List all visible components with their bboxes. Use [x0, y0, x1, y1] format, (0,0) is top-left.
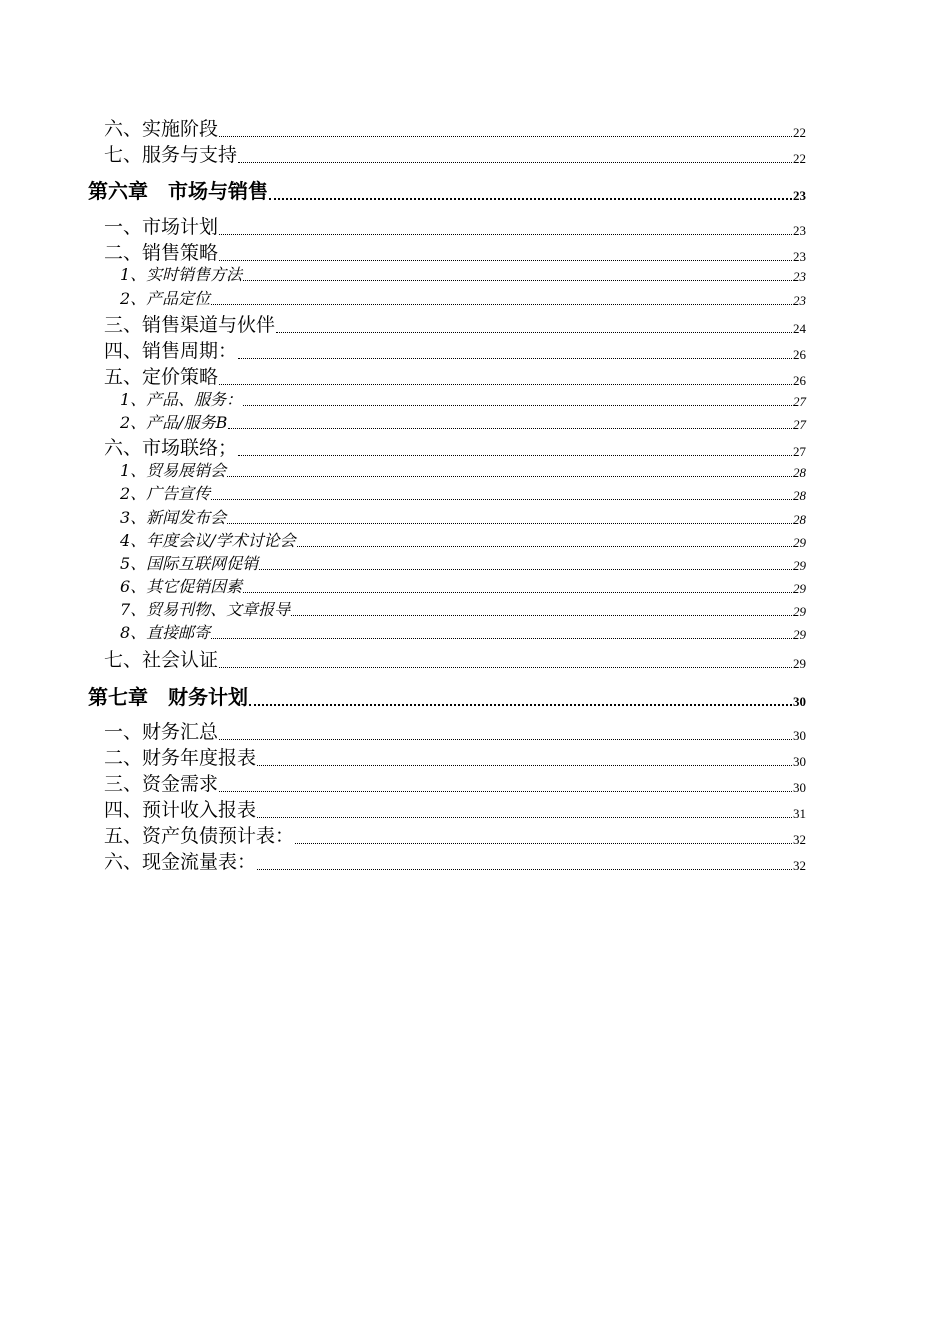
toc-entry-title: 六、实施阶段	[104, 118, 219, 140]
toc-entry-page-number: 32	[793, 858, 806, 873]
toc-entry[interactable]	[104, 743, 806, 770]
toc-entry-title: 二、销售策略	[104, 242, 219, 264]
dot-leader	[243, 591, 792, 593]
toc-entry-title: 4、年度会议/学术讨论会	[120, 531, 296, 550]
toc-entry-title: 8、直接邮寄	[120, 623, 211, 642]
toc-entry-page-number: 28	[793, 488, 806, 503]
toc-entry-page-number: 29	[793, 558, 806, 573]
dot-leader	[269, 197, 792, 200]
toc-entry-title: 1、实时销售方法	[120, 265, 243, 284]
toc-entry[interactable]	[120, 620, 806, 643]
toc-entry[interactable]	[120, 551, 806, 574]
dot-leader	[238, 357, 792, 359]
toc-entry[interactable]	[120, 505, 806, 528]
toc-entry[interactable]	[104, 645, 806, 672]
toc-entry-title: 一、财务汇总	[104, 721, 219, 743]
toc-entry-page-number: 28	[793, 465, 806, 480]
toc-entry-title: 六、现金流量表：	[104, 851, 257, 873]
toc-entry-title: 7、贸易刊物、文章报导	[120, 600, 291, 619]
dot-leader	[211, 498, 792, 500]
toc-entry-page-number: 26	[793, 347, 806, 362]
toc-entry-title: 五、定价策略	[104, 366, 219, 388]
dot-leader	[257, 816, 792, 818]
dot-leader	[228, 427, 792, 429]
toc-entry-title: 三、资金需求	[104, 773, 219, 795]
dot-leader	[243, 404, 792, 406]
toc-entry-title: 1、贸易展销会	[120, 461, 227, 480]
toc-chapter-entry[interactable]	[88, 175, 806, 204]
toc-entry-page-number: 31	[793, 806, 806, 821]
toc-entry-page-number: 29	[793, 535, 806, 550]
toc-entry[interactable]	[120, 458, 806, 481]
toc-entry[interactable]	[104, 717, 806, 744]
toc-entry[interactable]	[104, 433, 806, 460]
toc-entry-title: 2、产品/服务B	[120, 413, 228, 432]
dot-leader	[211, 637, 792, 639]
dot-leader	[297, 545, 792, 547]
dot-leader	[238, 161, 792, 163]
toc-entry-page-number: 23	[793, 249, 806, 264]
toc-entry[interactable]	[120, 597, 806, 620]
toc-chapter-entry[interactable]	[88, 681, 806, 710]
toc-entry-page-number: 27	[793, 394, 806, 409]
toc-entry[interactable]	[104, 336, 806, 363]
toc-entry-page-number: 26	[793, 373, 806, 388]
dot-leader	[243, 279, 792, 281]
dot-leader	[227, 475, 792, 477]
toc-entry-title: 2、广告宣传	[120, 484, 211, 503]
dot-leader	[219, 666, 792, 668]
toc-entry-page-number: 24	[793, 321, 806, 336]
toc-entry-title: 一、市场计划	[104, 216, 219, 238]
toc-entry-title: 二、财务年度报表	[104, 747, 257, 769]
toc-entry[interactable]	[120, 528, 806, 551]
toc-entry-page-number: 30	[793, 728, 806, 743]
toc-entry[interactable]	[104, 114, 806, 141]
toc-entry-title: 6、其它促销因素	[120, 577, 243, 596]
toc-entry-page-number: 27	[793, 444, 806, 459]
toc-entry-page-number: 22	[793, 125, 806, 140]
toc-entry-title: 五、资产负债预计表：	[104, 825, 295, 847]
toc-entry-page-number: 23	[793, 223, 806, 238]
toc-entry[interactable]	[120, 410, 806, 433]
dot-leader	[211, 303, 792, 305]
toc-entry[interactable]	[104, 821, 806, 848]
dot-leader	[227, 522, 792, 524]
toc-entry-page-number: 30	[793, 754, 806, 769]
toc-entry[interactable]	[120, 286, 806, 309]
toc-entry-title: 1、产品、服务：	[120, 390, 243, 409]
toc-entry-title: 六、市场联络；	[104, 437, 238, 459]
toc-entry-title: 三、销售渠道与伙伴	[104, 314, 276, 336]
toc-entry-title: 第七章 财务计划	[88, 685, 248, 709]
toc-entry-page-number: 30	[793, 694, 806, 709]
dot-leader	[259, 568, 792, 570]
toc-entry[interactable]	[120, 574, 806, 597]
dot-leader	[249, 703, 792, 706]
toc-entry[interactable]	[104, 238, 806, 265]
dot-leader	[219, 383, 792, 385]
toc-entry-page-number: 28	[793, 512, 806, 527]
toc-entry-title: 四、预计收入报表	[104, 799, 257, 821]
toc-entry-page-number: 32	[793, 832, 806, 847]
dot-leader	[295, 842, 792, 844]
dot-leader	[291, 614, 792, 616]
dot-leader	[238, 454, 792, 456]
toc-entry[interactable]	[104, 769, 806, 796]
toc-entry-title: 2、产品定位	[120, 289, 211, 308]
toc-entry-page-number: 23	[793, 188, 806, 203]
toc-entry-title: 第六章 市场与销售	[88, 179, 268, 203]
toc-entry[interactable]	[104, 362, 806, 389]
toc-entry-title: 七、服务与支持	[104, 144, 238, 166]
toc-entry-title: 3、新闻发布会	[120, 508, 227, 527]
toc-entry-page-number: 23	[793, 269, 806, 284]
dot-leader	[219, 738, 792, 740]
toc-entry-page-number: 23	[793, 293, 806, 308]
dot-leader	[219, 790, 792, 792]
dot-leader	[257, 868, 792, 870]
toc-entry-title: 5、国际互联网促销	[120, 554, 259, 573]
toc-entry[interactable]	[104, 310, 806, 337]
toc-entry[interactable]	[104, 140, 806, 167]
toc-entry[interactable]	[120, 262, 806, 285]
dot-leader	[219, 135, 792, 137]
toc-entry[interactable]	[104, 847, 806, 874]
toc-entry-title: 七、社会认证	[104, 649, 219, 671]
dot-leader	[257, 764, 792, 766]
toc-entry-page-number: 27	[793, 417, 806, 432]
toc-entry[interactable]	[104, 795, 806, 822]
toc-entry-title: 四、销售周期：	[104, 340, 238, 362]
toc-entry-page-number: 30	[793, 780, 806, 795]
toc-entry[interactable]	[120, 481, 806, 504]
toc-entry-page-number: 29	[793, 656, 806, 671]
toc-entry-page-number: 29	[793, 581, 806, 596]
toc-entry-page-number: 22	[793, 151, 806, 166]
toc-entry[interactable]	[120, 387, 806, 410]
dot-leader	[219, 233, 792, 235]
toc-entry-page-number: 29	[793, 627, 806, 642]
toc-entry-page-number: 29	[793, 604, 806, 619]
dot-leader	[276, 331, 792, 333]
dot-leader	[219, 259, 792, 261]
toc-entry[interactable]	[104, 212, 806, 239]
